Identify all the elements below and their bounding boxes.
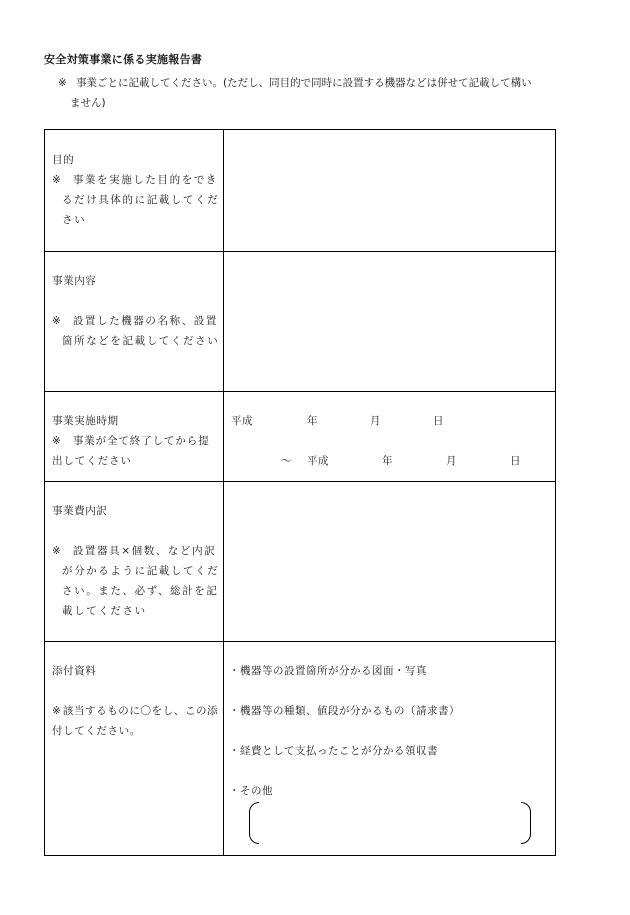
- attachment-option-invoice[interactable]: ・機器等の種類、値段が分かるもの（請求書）: [229, 705, 460, 717]
- header-note: [58, 73, 598, 113]
- note-line-2: ません): [70, 97, 106, 109]
- purpose-entry-field[interactable]: [225, 130, 555, 250]
- start-era: 平成: [231, 415, 253, 427]
- column-divider: [223, 130, 224, 855]
- content-note: [52, 311, 220, 351]
- row-divider: [45, 641, 555, 642]
- period-label-cell: [52, 411, 220, 471]
- period-label: 事業実施時期: [52, 415, 119, 427]
- attachment-option-receipt[interactable]: ・経費として支払ったことが分かる領収書: [229, 745, 438, 757]
- note-mark: ※: [52, 545, 61, 557]
- end-era: 平成: [307, 455, 329, 467]
- costs-note: [52, 541, 220, 621]
- attachments-note-text: 該当するものに〇をし、この添付してください。: [52, 705, 219, 737]
- start-day-unit: 日: [433, 415, 444, 427]
- start-year-unit: 年: [307, 415, 318, 427]
- attachments-note: [52, 701, 220, 741]
- purpose-note: [52, 170, 220, 230]
- end-year-unit: 年: [382, 455, 393, 467]
- document-title: 安全対策事業に係る実施報告書: [44, 53, 203, 66]
- report-form-table: [44, 129, 556, 856]
- content-note-text: 設置した機器の名称、設置箇所などを記載してください: [62, 315, 220, 347]
- note-mark: ※: [58, 77, 67, 89]
- note-mark: ※: [52, 315, 61, 327]
- note-line-1: 事業ごとに記載してください。(ただし、同目的で同時に設置する機器などは併せて記載して構い: [76, 77, 532, 89]
- end-day-unit: 日: [510, 455, 521, 467]
- content-entry-field[interactable]: [225, 252, 555, 390]
- purpose-label-cell: [52, 150, 220, 230]
- costs-entry-field[interactable]: [225, 482, 555, 640]
- period-note: [52, 431, 220, 471]
- costs-label: 事業費内訳: [52, 505, 108, 517]
- content-label-cell: [52, 271, 220, 351]
- start-month-unit: 月: [370, 415, 381, 427]
- attachments-label: 添付資料: [52, 665, 97, 677]
- note-mark: ※: [52, 705, 61, 717]
- row-divider: [45, 391, 555, 392]
- right-bracket: [521, 802, 531, 844]
- tilde-separator: ～: [281, 455, 292, 467]
- attachment-option-other[interactable]: ・その他: [229, 785, 273, 797]
- costs-note-text: 設置器具×個数、など内訳が分かるように記載してください。また、必ず、総計を記載してください: [62, 545, 220, 617]
- purpose-note-text: 事業を実施した目的をできるだけ具体的に記載してください: [62, 174, 220, 226]
- content-label: 事業内容: [52, 275, 97, 287]
- note-mark: ※: [52, 435, 61, 447]
- attachments-label-cell: [52, 661, 220, 741]
- note-mark: ※: [52, 174, 61, 186]
- left-bracket: [249, 802, 259, 844]
- end-month-unit: 月: [446, 455, 457, 467]
- period-note-text: 事業が全て終了してから提出してください: [52, 435, 210, 467]
- attachment-option-drawings[interactable]: ・機器等の設置箇所が分かる図面・写真: [229, 665, 427, 677]
- purpose-label: 目的: [52, 154, 75, 166]
- costs-label-cell: [52, 501, 220, 621]
